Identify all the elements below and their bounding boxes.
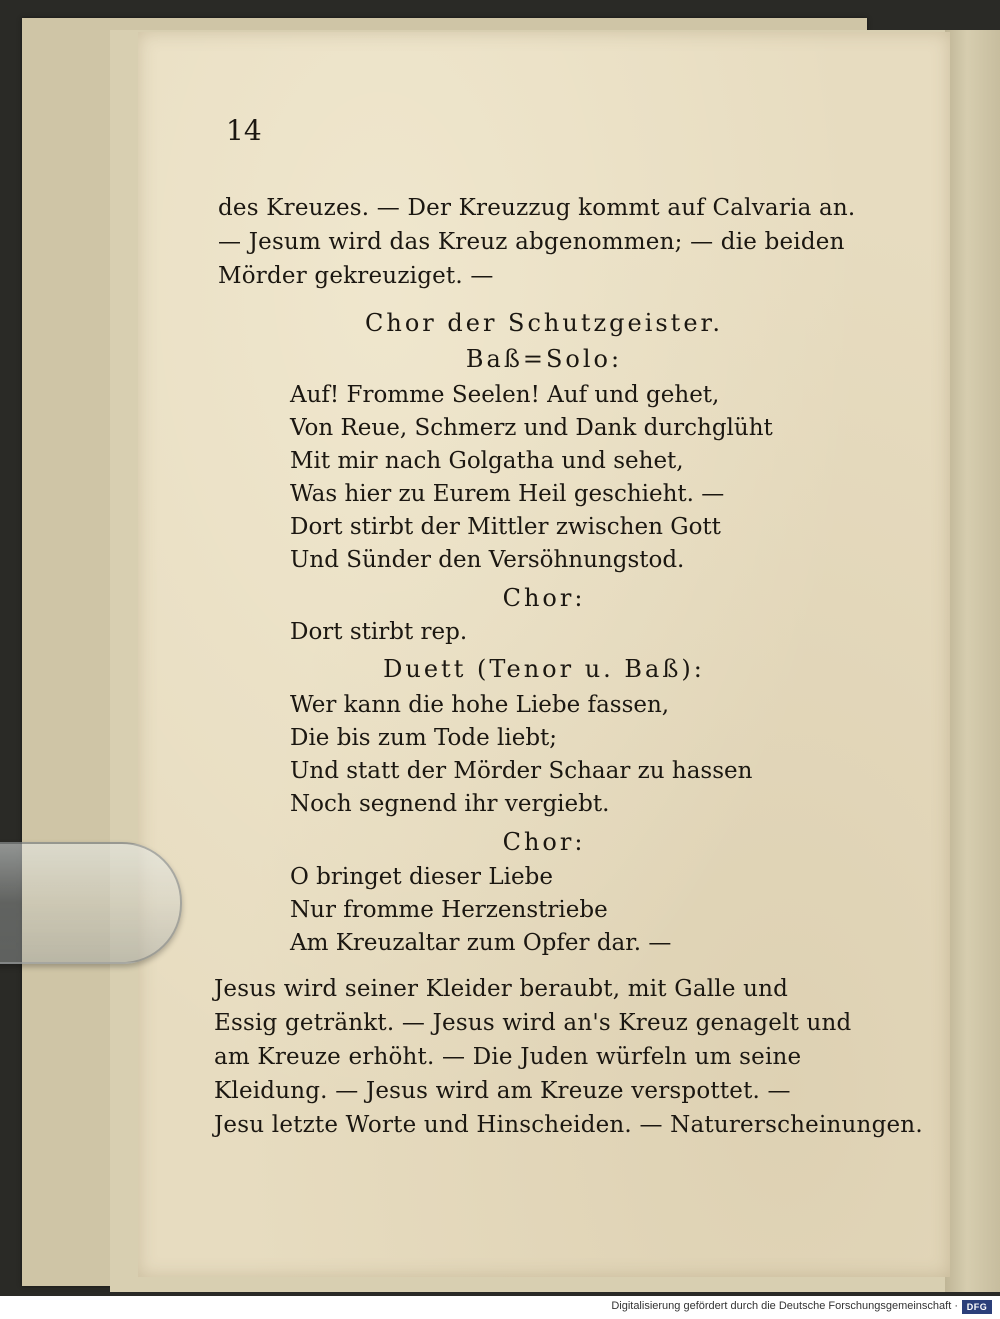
- verse-line: Nur fromme Herzenstriebe: [290, 897, 608, 923]
- section-heading-chor-schutzgeister: Chor der Schutzgeister.: [365, 309, 723, 337]
- prose-line: Jesus wird seiner Kleider beraubt, mit Galle und: [214, 976, 789, 1002]
- verse-line: Noch segnend ihr vergiebt.: [290, 791, 610, 817]
- intro-line: des Kreuzes. — Der Kreuzzug kommt auf Calvaria an.: [218, 195, 856, 221]
- book-page: [138, 32, 950, 1277]
- verse-line: Und Sünder den Versöhnungstod.: [290, 547, 685, 573]
- intro-line: — Jesum wird das Kreuz abgenommen; — die beiden: [218, 229, 845, 255]
- page-edge: [945, 30, 1000, 1292]
- prose-line: Kleidung. — Jesus wird am Kreuze verspottet. —: [214, 1078, 791, 1104]
- intro-line: Mörder gekreuziget. —: [218, 263, 494, 289]
- section-heading-chor: Chor:: [502, 828, 586, 856]
- prose-line: am Kreuze erhöht. — Die Juden würfeln um seine: [214, 1044, 802, 1070]
- verse-line: Was hier zu Eurem Heil geschieht. —: [290, 481, 725, 507]
- verse-line: Die bis zum Tode liebt;: [290, 725, 558, 751]
- verse-line: Mit mir nach Golgatha und sehet,: [290, 448, 684, 474]
- funding-credit: Digitalisierung gefördert durch die Deutsche Forschungsgemeinschaft ·: [611, 1300, 958, 1312]
- verse-line: Am Kreuzaltar zum Opfer dar. —: [290, 930, 672, 956]
- verse-line: Wer kann die hohe Liebe fassen,: [290, 692, 670, 718]
- dfg-logo: DFG: [962, 1300, 992, 1314]
- section-heading-chor: Chor:: [502, 584, 586, 612]
- verse-line: Dort stirbt der Mittler zwischen Gott: [290, 514, 721, 540]
- verse-line: Von Reue, Schmerz und Dank durchglüht: [290, 415, 773, 441]
- verse-line: Und statt der Mörder Schaar zu hassen: [290, 758, 753, 784]
- verse-line: Dort stirbt rep.: [290, 619, 468, 645]
- page-holder-clip: [0, 842, 182, 964]
- prose-line: Jesu letzte Worte und Hinscheiden. — Naturerscheinungen.: [214, 1112, 923, 1138]
- verse-line: O bringet dieser Liebe: [290, 864, 553, 890]
- prose-line: Essig getränkt. — Jesus wird an's Kreuz genagelt und: [214, 1010, 852, 1036]
- verse-line: Auf! Fromme Seelen! Auf und gehet,: [290, 382, 720, 408]
- page-number: 14: [226, 114, 262, 147]
- section-heading-bass-solo: Baß=Solo:: [465, 345, 623, 373]
- section-heading-duett: Duett (Tenor u. Baß):: [383, 655, 705, 683]
